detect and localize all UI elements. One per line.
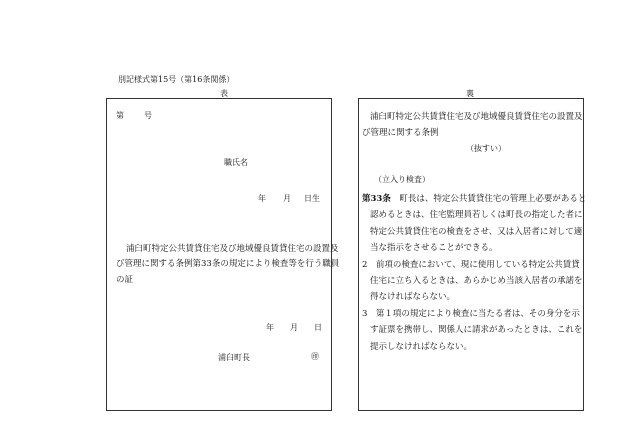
cert-line-2: び管理に関する条例第33条の規定により検査等を行う職員: [116, 259, 340, 269]
cert-line-1: 浦臼町特定公共賃貸住宅及び地域優良賃貸住宅の設置及: [126, 244, 339, 254]
law-title-line-1: 浦臼町特定公共賃貸住宅及び地域優良賃貸住宅の設置及: [370, 112, 583, 122]
paragraph-2-line-2: 住宅に立ち入るときは、あらかじめ当該入居者の承諾を: [370, 276, 583, 286]
article-number: 第33条: [362, 194, 391, 204]
paragraph-2-line-3: 得なければならない。: [370, 292, 456, 302]
article-33-line-1: 第33条 町長は、特定公共賃貸住宅の管理上必要があると: [362, 194, 587, 204]
birth-day-label: 日生: [304, 194, 320, 203]
mayor-title: 浦臼町長: [218, 353, 250, 362]
article-heading: （立入り検査）: [374, 175, 430, 184]
article-33-line-2: 認めるときは、住宅監理員若しくは町長の指定した者に: [370, 210, 583, 220]
paragraph-2-line-1: 2 前項の検査において、現に使用している特定公共賃貸: [362, 260, 580, 270]
back-side-label: 裏: [466, 89, 474, 98]
paragraph-3-line-3: 提示しなければならない。: [370, 342, 473, 352]
law-title-line-2: び管理に関する条例: [362, 128, 439, 138]
seal-mark: ㊞: [311, 352, 319, 361]
date-year-label: 年: [266, 323, 274, 332]
article-33-line-4: 当な指示をさせることができる。: [370, 243, 498, 253]
date-month-label: 月: [290, 323, 298, 332]
birth-year-label: 年: [258, 194, 266, 203]
birth-month-label: 月: [283, 194, 291, 203]
front-panel: [106, 98, 332, 411]
excerpt-label: （抜すい）: [466, 144, 506, 153]
number-go: 号: [144, 111, 152, 120]
front-side-label: 表: [220, 89, 228, 98]
name-title-label: 職氏名: [224, 158, 248, 167]
article-33-line-3: 特定公共賃貸住宅の検査をさせ、又は入居者に対して適: [370, 227, 583, 237]
paragraph-3-line-2: す証票を携帯し、関係人に請求があったときは、これを: [370, 325, 583, 335]
cert-line-3: の証: [116, 275, 134, 285]
date-day-label: 日: [314, 323, 322, 332]
number-dai: 第: [116, 111, 124, 120]
form-reference: 別記様式第15号（第16条関係）: [118, 75, 235, 84]
paragraph-3-line-1: 3 第１項の規定により検査に当たる者は、その身分を示: [362, 309, 580, 319]
